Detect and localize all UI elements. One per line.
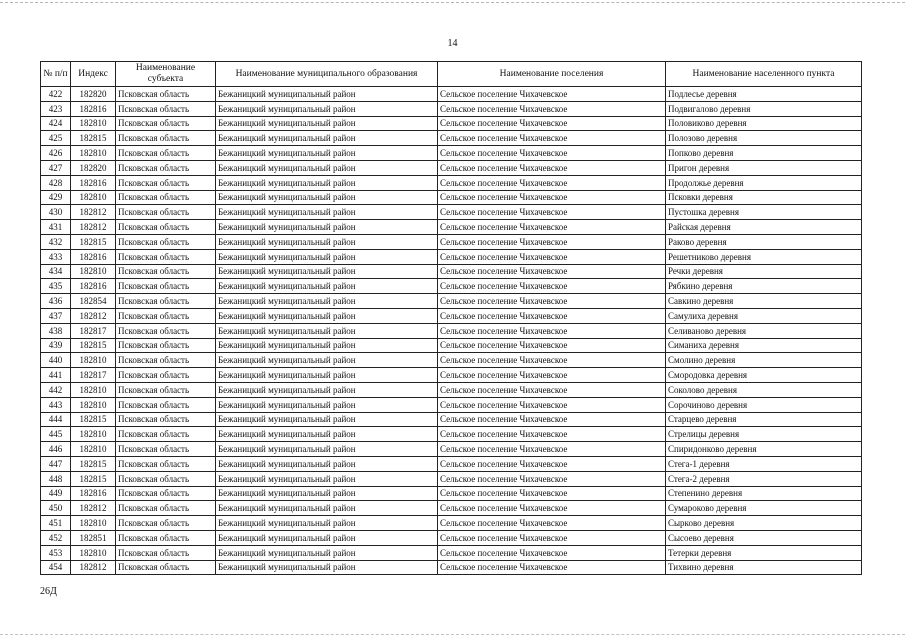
cell-locality: Самулиха деревня (666, 308, 862, 323)
cell-index: 182812 (71, 308, 116, 323)
cell-index: 182816 (71, 486, 116, 501)
cell-num: 442 (41, 382, 71, 397)
cell-subject: Псковская область (116, 87, 216, 102)
cell-index: 182812 (71, 205, 116, 220)
cell-municipality: Бежаницкий муниципальный район (216, 279, 438, 294)
cell-index: 182810 (71, 516, 116, 531)
cell-subject: Псковская область (116, 264, 216, 279)
table-row (41, 486, 862, 501)
cell-subject: Псковская область (116, 323, 216, 338)
table-header (41, 62, 862, 87)
cell-index: 182810 (71, 146, 116, 161)
table-row (41, 368, 862, 383)
cell-locality: Сысоево деревня (666, 530, 862, 545)
cell-num: 436 (41, 294, 71, 309)
cell-index: 182854 (71, 294, 116, 309)
cell-subject: Псковская область (116, 516, 216, 531)
cell-num: 426 (41, 146, 71, 161)
cell-settlement: Сельское поселение Чихачевское (438, 279, 666, 294)
table-row (41, 131, 862, 146)
cell-index: 182820 (71, 160, 116, 175)
cell-settlement: Сельское поселение Чихачевское (438, 397, 666, 412)
cell-municipality: Бежаницкий муниципальный район (216, 190, 438, 205)
table-row (41, 560, 862, 575)
cell-subject: Псковская область (116, 545, 216, 560)
cell-num: 439 (41, 338, 71, 353)
cell-index: 182815 (71, 412, 116, 427)
cell-locality: Селиваново деревня (666, 323, 862, 338)
cell-municipality: Бежаницкий муниципальный район (216, 516, 438, 531)
cell-num: 449 (41, 486, 71, 501)
cell-index: 182810 (71, 427, 116, 442)
scan-edge-top (0, 2, 905, 3)
cell-municipality: Бежаницкий муниципальный район (216, 234, 438, 249)
cell-municipality: Бежаницкий муниципальный район (216, 323, 438, 338)
localities-table (40, 61, 862, 575)
cell-municipality: Бежаницкий муниципальный район (216, 368, 438, 383)
cell-settlement: Сельское поселение Чихачевское (438, 516, 666, 531)
cell-subject: Псковская область (116, 190, 216, 205)
cell-settlement: Сельское поселение Чихачевское (438, 220, 666, 235)
cell-municipality: Бежаницкий муниципальный район (216, 294, 438, 309)
cell-settlement: Сельское поселение Чихачевское (438, 545, 666, 560)
cell-locality: Пригон деревня (666, 160, 862, 175)
scan-edge-bottom (0, 634, 905, 635)
cell-subject: Псковская область (116, 486, 216, 501)
cell-subject: Псковская область (116, 427, 216, 442)
cell-locality: Сорочиново деревня (666, 397, 862, 412)
cell-num: 432 (41, 234, 71, 249)
cell-index: 182816 (71, 101, 116, 116)
cell-subject: Псковская область (116, 175, 216, 190)
table-row (41, 87, 862, 102)
cell-locality: Подлесье деревня (666, 87, 862, 102)
cell-num: 435 (41, 279, 71, 294)
cell-municipality: Бежаницкий муниципальный район (216, 338, 438, 353)
cell-index: 182815 (71, 338, 116, 353)
cell-index: 182810 (71, 353, 116, 368)
cell-index: 182810 (71, 397, 116, 412)
cell-num: 427 (41, 160, 71, 175)
cell-locality: Тетерки деревня (666, 545, 862, 560)
table-row (41, 545, 862, 560)
cell-index: 182851 (71, 530, 116, 545)
cell-subject: Псковская область (116, 560, 216, 575)
cell-municipality: Бежаницкий муниципальный район (216, 471, 438, 486)
cell-locality: Пустошка деревня (666, 205, 862, 220)
cell-subject: Псковская область (116, 442, 216, 457)
cell-index: 182810 (71, 116, 116, 131)
cell-municipality: Бежаницкий муниципальный район (216, 308, 438, 323)
cell-settlement: Сельское поселение Чихачевское (438, 205, 666, 220)
cell-num: 448 (41, 471, 71, 486)
table-row (41, 101, 862, 116)
table-row (41, 279, 862, 294)
cell-settlement: Сельское поселение Чихачевское (438, 530, 666, 545)
cell-locality: Савкино деревня (666, 294, 862, 309)
cell-num: 447 (41, 456, 71, 471)
table-row (41, 146, 862, 161)
header-index: Индекс (71, 62, 116, 87)
cell-settlement: Сельское поселение Чихачевское (438, 87, 666, 102)
cell-subject: Псковская область (116, 412, 216, 427)
cell-subject: Псковская область (116, 205, 216, 220)
cell-subject: Псковская область (116, 397, 216, 412)
cell-municipality: Бежаницкий муниципальный район (216, 249, 438, 264)
cell-num: 424 (41, 116, 71, 131)
cell-settlement: Сельское поселение Чихачевское (438, 353, 666, 368)
cell-municipality: Бежаницкий муниципальный район (216, 412, 438, 427)
cell-num: 430 (41, 205, 71, 220)
cell-subject: Псковская область (116, 249, 216, 264)
table-row (41, 175, 862, 190)
cell-index: 182815 (71, 131, 116, 146)
cell-municipality: Бежаницкий муниципальный район (216, 220, 438, 235)
cell-locality: Соколово деревня (666, 382, 862, 397)
cell-municipality: Бежаницкий муниципальный район (216, 205, 438, 220)
table-row (41, 205, 862, 220)
table-row (41, 501, 862, 516)
cell-num: 425 (41, 131, 71, 146)
cell-subject: Псковская область (116, 160, 216, 175)
table-row (41, 397, 862, 412)
cell-num: 433 (41, 249, 71, 264)
cell-subject: Псковская область (116, 456, 216, 471)
cell-municipality: Бежаницкий муниципальный район (216, 160, 438, 175)
cell-subject: Псковская область (116, 530, 216, 545)
cell-locality: Симаниха деревня (666, 338, 862, 353)
cell-subject: Псковская область (116, 382, 216, 397)
cell-settlement: Сельское поселение Чихачевское (438, 338, 666, 353)
cell-municipality: Бежаницкий муниципальный район (216, 116, 438, 131)
cell-municipality: Бежаницкий муниципальный район (216, 87, 438, 102)
cell-municipality: Бежаницкий муниципальный район (216, 101, 438, 116)
table-row (41, 471, 862, 486)
cell-num: 454 (41, 560, 71, 575)
cell-locality: Райская деревня (666, 220, 862, 235)
cell-locality: Спиридонково деревня (666, 442, 862, 457)
cell-subject: Псковская область (116, 131, 216, 146)
cell-municipality: Бежаницкий муниципальный район (216, 397, 438, 412)
table-row (41, 338, 862, 353)
page-number: 14 (447, 38, 458, 49)
cell-num: 445 (41, 427, 71, 442)
header-municipality: Наименование муниципального образования (216, 62, 438, 87)
table-row (41, 427, 862, 442)
cell-settlement: Сельское поселение Чихачевское (438, 131, 666, 146)
cell-subject: Псковская область (116, 368, 216, 383)
cell-index: 182812 (71, 560, 116, 575)
cell-settlement: Сельское поселение Чихачевское (438, 456, 666, 471)
table-row (41, 116, 862, 131)
cell-index: 182815 (71, 471, 116, 486)
cell-locality: Продолжье деревня (666, 175, 862, 190)
cell-municipality: Бежаницкий муниципальный район (216, 545, 438, 560)
cell-settlement: Сельское поселение Чихачевское (438, 427, 666, 442)
cell-index: 182816 (71, 249, 116, 264)
cell-locality: Сырково деревня (666, 516, 862, 531)
table-row (41, 382, 862, 397)
cell-num: 441 (41, 368, 71, 383)
cell-index: 182820 (71, 87, 116, 102)
cell-municipality: Бежаницкий муниципальный район (216, 146, 438, 161)
cell-settlement: Сельское поселение Чихачевское (438, 160, 666, 175)
cell-subject: Псковская область (116, 353, 216, 368)
cell-num: 452 (41, 530, 71, 545)
cell-municipality: Бежаницкий муниципальный район (216, 131, 438, 146)
cell-municipality: Бежаницкий муниципальный район (216, 427, 438, 442)
cell-subject: Псковская область (116, 146, 216, 161)
cell-settlement: Сельское поселение Чихачевское (438, 412, 666, 427)
cell-index: 182816 (71, 279, 116, 294)
cell-locality: Попково деревня (666, 146, 862, 161)
cell-settlement: Сельское поселение Чихачевское (438, 294, 666, 309)
cell-municipality: Бежаницкий муниципальный район (216, 501, 438, 516)
cell-settlement: Сельское поселение Чихачевское (438, 486, 666, 501)
cell-subject: Псковская область (116, 279, 216, 294)
cell-settlement: Сельское поселение Чихачевское (438, 146, 666, 161)
header-settlement: Наименование поселения (438, 62, 666, 87)
cell-subject: Псковская область (116, 234, 216, 249)
cell-index: 182815 (71, 456, 116, 471)
cell-index: 182810 (71, 382, 116, 397)
cell-settlement: Сельское поселение Чихачевское (438, 442, 666, 457)
cell-settlement: Сельское поселение Чихачевское (438, 501, 666, 516)
cell-settlement: Сельское поселение Чихачевское (438, 190, 666, 205)
table-row (41, 294, 862, 309)
cell-locality: Рябкино деревня (666, 279, 862, 294)
cell-settlement: Сельское поселение Чихачевское (438, 175, 666, 190)
table-row (41, 442, 862, 457)
cell-num: 440 (41, 353, 71, 368)
table-row (41, 308, 862, 323)
cell-num: 431 (41, 220, 71, 235)
cell-index: 182816 (71, 175, 116, 190)
cell-locality: Раково деревня (666, 234, 862, 249)
cell-municipality: Бежаницкий муниципальный район (216, 175, 438, 190)
cell-index: 182810 (71, 264, 116, 279)
cell-num: 437 (41, 308, 71, 323)
cell-locality: Стрелицы деревня (666, 427, 862, 442)
cell-subject: Псковская область (116, 101, 216, 116)
cell-num: 453 (41, 545, 71, 560)
cell-num: 428 (41, 175, 71, 190)
table-row (41, 530, 862, 545)
cell-municipality: Бежаницкий муниципальный район (216, 560, 438, 575)
cell-settlement: Сельское поселение Чихачевское (438, 234, 666, 249)
cell-settlement: Сельское поселение Чихачевское (438, 368, 666, 383)
cell-locality: Полозово деревня (666, 131, 862, 146)
cell-index: 182817 (71, 323, 116, 338)
table-row (41, 353, 862, 368)
cell-settlement: Сельское поселение Чихачевское (438, 471, 666, 486)
cell-locality: Решетниково деревня (666, 249, 862, 264)
cell-municipality: Бежаницкий муниципальный район (216, 486, 438, 501)
cell-index: 182810 (71, 190, 116, 205)
cell-settlement: Сельское поселение Чихачевское (438, 560, 666, 575)
cell-settlement: Сельское поселение Чихачевское (438, 101, 666, 116)
header-subject: Наименование субъекта (116, 62, 216, 87)
cell-settlement: Сельское поселение Чихачевское (438, 308, 666, 323)
cell-subject: Псковская область (116, 471, 216, 486)
cell-num: 429 (41, 190, 71, 205)
cell-municipality: Бежаницкий муниципальный район (216, 264, 438, 279)
cell-index: 182812 (71, 501, 116, 516)
cell-num: 434 (41, 264, 71, 279)
cell-index: 182812 (71, 220, 116, 235)
cell-municipality: Бежаницкий муниципальный район (216, 382, 438, 397)
cell-subject: Псковская область (116, 220, 216, 235)
cell-locality: Смолино деревня (666, 353, 862, 368)
cell-subject: Псковская область (116, 338, 216, 353)
cell-locality: Речки деревня (666, 264, 862, 279)
cell-settlement: Сельское поселение Чихачевское (438, 382, 666, 397)
header-row (41, 62, 862, 87)
table-row (41, 160, 862, 175)
cell-num: 446 (41, 442, 71, 457)
cell-subject: Псковская область (116, 294, 216, 309)
cell-num: 438 (41, 323, 71, 338)
cell-num: 423 (41, 101, 71, 116)
cell-locality: Псковки деревня (666, 190, 862, 205)
cell-locality: Степенино деревня (666, 486, 862, 501)
cell-index: 182810 (71, 442, 116, 457)
table-row (41, 264, 862, 279)
table-body (41, 87, 862, 575)
cell-locality: Половиково деревня (666, 116, 862, 131)
cell-num: 422 (41, 87, 71, 102)
table-row (41, 234, 862, 249)
cell-num: 450 (41, 501, 71, 516)
cell-locality: Стега-2 деревня (666, 471, 862, 486)
table-row (41, 516, 862, 531)
table-row (41, 412, 862, 427)
table-row (41, 190, 862, 205)
cell-num: 451 (41, 516, 71, 531)
cell-subject: Псковская область (116, 501, 216, 516)
table-row (41, 456, 862, 471)
cell-municipality: Бежаницкий муниципальный район (216, 353, 438, 368)
cell-locality: Старцево деревня (666, 412, 862, 427)
cell-settlement: Сельское поселение Чихачевское (438, 323, 666, 338)
document-code: 26Д (40, 586, 57, 597)
cell-num: 443 (41, 397, 71, 412)
cell-locality: Сумароково деревня (666, 501, 862, 516)
header-num: № п/п (41, 62, 71, 87)
table-row (41, 220, 862, 235)
cell-num: 444 (41, 412, 71, 427)
header-locality: Наименование населенного пункта (666, 62, 862, 87)
cell-subject: Псковская область (116, 308, 216, 323)
cell-locality: Смородовка деревня (666, 368, 862, 383)
cell-settlement: Сельское поселение Чихачевское (438, 249, 666, 264)
table-row (41, 323, 862, 338)
cell-municipality: Бежаницкий муниципальный район (216, 456, 438, 471)
cell-locality: Тихвино деревня (666, 560, 862, 575)
cell-index: 182815 (71, 234, 116, 249)
cell-index: 182810 (71, 545, 116, 560)
cell-municipality: Бежаницкий муниципальный район (216, 442, 438, 457)
cell-locality: Стега-1 деревня (666, 456, 862, 471)
cell-subject: Псковская область (116, 116, 216, 131)
cell-settlement: Сельское поселение Чихачевское (438, 264, 666, 279)
cell-index: 182817 (71, 368, 116, 383)
cell-locality: Подвигалово деревня (666, 101, 862, 116)
cell-settlement: Сельское поселение Чихачевское (438, 116, 666, 131)
cell-municipality: Бежаницкий муниципальный район (216, 530, 438, 545)
table-row (41, 249, 862, 264)
